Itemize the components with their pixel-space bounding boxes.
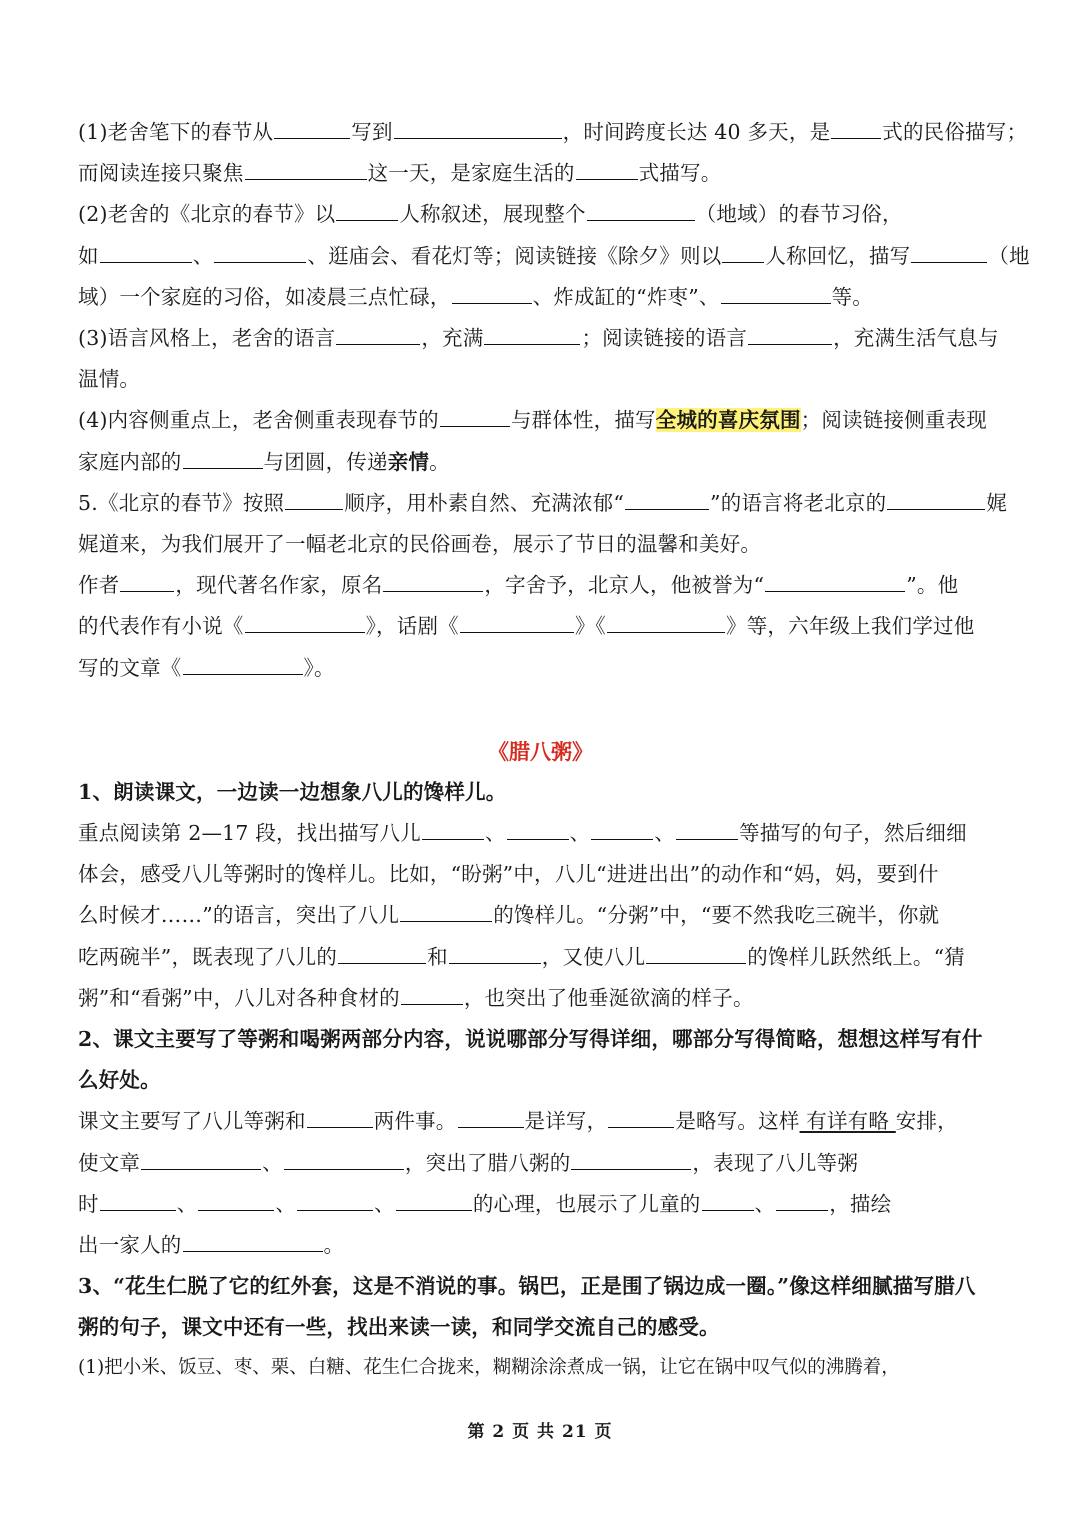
p1-text: 和 xyxy=(427,944,448,969)
section-title: 《腊八粥》 xyxy=(488,738,593,764)
q2-text: （地域）的春节习俗， xyxy=(695,202,903,227)
q2-line-2 xyxy=(78,236,1030,277)
answer-blank[interactable] xyxy=(911,242,987,262)
answer-blank[interactable] xyxy=(484,325,580,345)
answer-blank[interactable] xyxy=(831,119,881,139)
q4-text: (4)内容侧重点上，老舍侧重表现春节的 xyxy=(78,408,439,433)
q3-line-1 xyxy=(78,318,1003,359)
underlined-phrase: 有详有略 xyxy=(799,1109,896,1134)
q5-line-2 xyxy=(78,524,1003,565)
q3-text: 温情。 xyxy=(78,367,141,392)
answer-blank[interactable] xyxy=(748,325,832,345)
q5-text: 娓 xyxy=(986,490,1008,515)
p1-line-1 xyxy=(78,813,1003,854)
q3-line-2 xyxy=(78,359,1003,400)
answer-blank[interactable] xyxy=(297,1190,373,1210)
answer-blank[interactable] xyxy=(576,160,638,180)
q4-text: 与团圆，传递 xyxy=(263,449,388,474)
q2-text: 、逛庙会、看花灯等；阅读链接《除夕》则以 xyxy=(307,243,722,268)
bold-phrase: 亲情 xyxy=(387,449,430,474)
q1-text: 而阅读连接只聚焦 xyxy=(78,161,244,186)
answer-blank[interactable] xyxy=(141,1149,261,1169)
answer-blank[interactable] xyxy=(336,325,420,345)
answer-blank[interactable] xyxy=(245,613,365,633)
p2-text: 是略写。这样 xyxy=(675,1109,800,1134)
q5-text: 顺序，用朴素自然、充满浓郁“ xyxy=(344,490,625,515)
p1-text: 、 xyxy=(569,821,591,846)
answer-blank[interactable] xyxy=(100,242,192,262)
answer-blank[interactable] xyxy=(307,1108,373,1128)
answer-blank[interactable] xyxy=(245,160,367,180)
q4-text: 。 xyxy=(429,449,450,474)
p1-text: 粥”和“看粥”中，八儿对各种食材的 xyxy=(78,985,400,1010)
p2-text: 、 xyxy=(176,1191,198,1216)
answer-blank[interactable] xyxy=(646,943,746,963)
p3-line-1: (1)把小米、饭豆、枣、栗、白糖、花生仁合拢来，糊糊涂涂煮成一锅，让它在锅中叹气似的沸腾着， xyxy=(78,1356,900,1378)
q4-text: 与群体性，描写 xyxy=(510,408,656,433)
p2-text: 、 xyxy=(262,1150,283,1175)
p2-text: 是详写， xyxy=(524,1109,608,1134)
q1-text: ，时间跨度长达 40 多天，是 xyxy=(562,120,831,144)
author-text: 》等，六年级上我们学过他 xyxy=(726,614,975,639)
answer-blank[interactable] xyxy=(100,1190,176,1210)
p1-text: 等描写的句子，然后细细 xyxy=(739,821,967,846)
p1-line-5 xyxy=(78,978,1003,1019)
question-2-heading-1: 2、课文主要写了等粥和喝粥两部分内容，说说哪部分写得详细，哪部分写得简略，想想这样写有什 xyxy=(78,1027,983,1052)
q4-line-2 xyxy=(78,442,1003,483)
answer-blank[interactable] xyxy=(120,572,174,592)
answer-blank[interactable] xyxy=(449,943,541,963)
answer-blank[interactable] xyxy=(400,902,492,922)
p2-text: ，描绘 xyxy=(829,1191,892,1216)
answer-blank[interactable] xyxy=(396,1190,472,1210)
answer-blank[interactable] xyxy=(214,242,306,262)
q4-line-1 xyxy=(78,400,1003,441)
answer-blank[interactable] xyxy=(625,489,709,509)
q5-text: ”的语言将老北京的 xyxy=(710,490,887,515)
author-text: ，字舍予，北京人，他被誉为“ xyxy=(484,573,765,598)
p1-text: 吃两碗半”，既表现了八儿的 xyxy=(78,944,338,969)
worksheet-content xyxy=(78,112,1030,1387)
q3-text: ，充满生活气息与 xyxy=(833,326,999,351)
answer-blank[interactable] xyxy=(507,820,569,840)
answer-blank[interactable] xyxy=(383,572,483,592)
answer-blank[interactable] xyxy=(284,1149,404,1169)
q2-text: 、 xyxy=(192,243,214,268)
answer-blank[interactable] xyxy=(338,943,426,963)
p1-line-3 xyxy=(78,895,1003,936)
p2-text: 、 xyxy=(275,1191,297,1216)
p1-line-2: 体会，感受八儿等粥时的馋样儿。比如，“盼粥”中，八儿“进进出出”的动作和“妈，妈，要到什 xyxy=(78,862,939,887)
answer-blank[interactable] xyxy=(608,1108,674,1128)
p2-text: 、 xyxy=(754,1191,776,1216)
author-text: 》，话剧《 xyxy=(365,614,459,639)
answer-blank[interactable] xyxy=(460,613,574,633)
answer-blank[interactable] xyxy=(401,984,463,1004)
answer-blank[interactable] xyxy=(274,119,350,139)
p2-text: 安排， xyxy=(895,1109,958,1134)
author-line-1 xyxy=(78,565,1003,606)
q4-text: ；阅读链接侧重表现 xyxy=(800,408,987,433)
q2-text: 域）一个家庭的习俗，如凌晨三点忙碌， xyxy=(78,284,451,309)
q2-text: 等。 xyxy=(831,284,873,309)
q5-line-1 xyxy=(78,483,1008,524)
q4-text: 家庭内部的 xyxy=(78,449,182,474)
answer-blank[interactable] xyxy=(702,1190,754,1210)
answer-blank[interactable] xyxy=(591,820,653,840)
p1-text: 、 xyxy=(484,821,506,846)
p2-text: ，突出了腊八粥的 xyxy=(404,1150,571,1175)
question-2-heading-2: 么好处。 xyxy=(78,1068,161,1093)
p2-line-2 xyxy=(78,1143,1003,1184)
q1-line-2 xyxy=(78,153,1003,194)
question-1-heading: 1、朗读课文，一边读一边想象八儿的馋样儿。 xyxy=(78,779,507,804)
p2-text: 。 xyxy=(323,1233,345,1258)
p2-line-4 xyxy=(78,1225,1003,1266)
q3-text: (3)语言风格上，老舍的语言 xyxy=(78,326,336,351)
author-text: 》。 xyxy=(303,655,335,680)
answer-blank[interactable] xyxy=(422,820,484,840)
answer-blank[interactable] xyxy=(676,820,738,840)
q5-text: 5.《北京的春节》按照 xyxy=(78,490,285,515)
section-spacer xyxy=(78,689,1003,731)
answer-blank[interactable] xyxy=(183,654,303,674)
p2-text: 使文章 xyxy=(78,1150,141,1175)
q2-text: 、炸成缸的“炸枣”、 xyxy=(532,284,720,309)
p2-text: 课文主要写了八儿等粥和 xyxy=(78,1109,306,1134)
p1-text: ，又使八儿 xyxy=(541,944,646,969)
q2-line-3 xyxy=(78,277,1003,318)
answer-blank[interactable] xyxy=(183,1232,323,1252)
q2-text: (2)老舍的《北京的春节》以 xyxy=(78,202,336,227)
p1-text: 的馋样儿。“分粥”中，“要不然我吃三碗半，你就 xyxy=(493,903,940,928)
q2-text: 如 xyxy=(78,243,99,268)
answer-blank[interactable] xyxy=(198,1190,274,1210)
author-line-3 xyxy=(78,648,1003,689)
question-3-heading-1: 3、“花生仁脱了它的红外套，这是不消说的事。锅巴，正是围了锅边成一圈。”像这样细腻描写腊八 xyxy=(78,1274,976,1299)
q3-text: ，充满 xyxy=(421,326,484,351)
author-text: 写的文章《 xyxy=(78,655,182,680)
q3-text: ；阅读链接的语言 xyxy=(581,326,748,351)
highlighted-phrase: 全城的喜庆氛围 xyxy=(655,408,801,433)
author-text: 》《 xyxy=(574,614,607,639)
q1-text: (1)老舍笔下的春节从 xyxy=(78,120,274,144)
p2-text: 两件事。 xyxy=(373,1109,457,1134)
q2-text: 人称叙述，展现整个 xyxy=(399,202,586,227)
page-number-footer: 第 2 页 共 21 页 xyxy=(467,1422,613,1442)
answer-blank[interactable] xyxy=(394,119,562,139)
p2-line-3 xyxy=(78,1184,1003,1225)
answer-blank[interactable] xyxy=(183,448,263,468)
author-text: ，现代著名作家，原名 xyxy=(175,573,383,598)
q1-line-1 xyxy=(78,112,1028,153)
p1-text: 的馋样儿跃然纸上。“猜 xyxy=(747,944,965,969)
q2-text: 人称回忆，描写 xyxy=(765,243,911,268)
p2-text: 的心理，也展示了儿童的 xyxy=(472,1191,701,1216)
q1-text: 写到 xyxy=(351,120,393,144)
q5-text: 娓道来，为我们展开了一幅老北京的民俗画卷，展示了节日的温馨和美好。 xyxy=(78,532,762,557)
answer-blank[interactable] xyxy=(722,242,764,262)
answer-blank[interactable] xyxy=(285,489,343,509)
p1-line-4 xyxy=(78,937,1003,978)
q1-text: 这一天，是家庭生活的 xyxy=(367,161,575,186)
author-text: 的代表作有小说《 xyxy=(78,614,244,639)
answer-blank[interactable] xyxy=(887,489,985,509)
answer-blank[interactable] xyxy=(721,283,831,303)
q2-text: （地 xyxy=(988,243,1030,268)
p2-text: 时 xyxy=(78,1191,99,1216)
answer-blank[interactable] xyxy=(452,283,532,303)
answer-blank[interactable] xyxy=(458,1108,524,1128)
answer-blank[interactable] xyxy=(587,201,695,221)
answer-blank[interactable] xyxy=(571,1149,691,1169)
question-3-heading-2: 粥的句子，课文中还有一些，找出来读一读，和同学交流自己的感受。 xyxy=(78,1315,720,1340)
author-text: 作者 xyxy=(78,573,120,598)
answer-blank[interactable] xyxy=(440,407,510,427)
p2-text: 、 xyxy=(374,1191,395,1216)
answer-blank[interactable] xyxy=(607,613,725,633)
q2-line-1 xyxy=(78,194,1003,235)
answer-blank[interactable] xyxy=(765,572,905,592)
q1-text: 式的民俗描写； xyxy=(882,120,1028,144)
p2-text: 出一家人的 xyxy=(78,1233,182,1258)
answer-blank[interactable] xyxy=(336,201,398,221)
p1-text: 么时候才……”的语言，突出了八儿 xyxy=(78,903,400,928)
p1-text: 、 xyxy=(654,821,676,846)
author-text: ”。他 xyxy=(906,573,959,598)
p1-text: 重点阅读第 2—17 段，找出描写八儿 xyxy=(78,821,421,846)
q1-text: 式描写。 xyxy=(638,161,722,186)
p1-text: ，也突出了他垂涎欲滴的样子。 xyxy=(463,985,754,1010)
author-line-2 xyxy=(78,606,1003,647)
answer-blank[interactable] xyxy=(776,1190,828,1210)
p2-line-1 xyxy=(78,1101,1003,1142)
p2-text: ，表现了八儿等粥 xyxy=(692,1150,859,1175)
